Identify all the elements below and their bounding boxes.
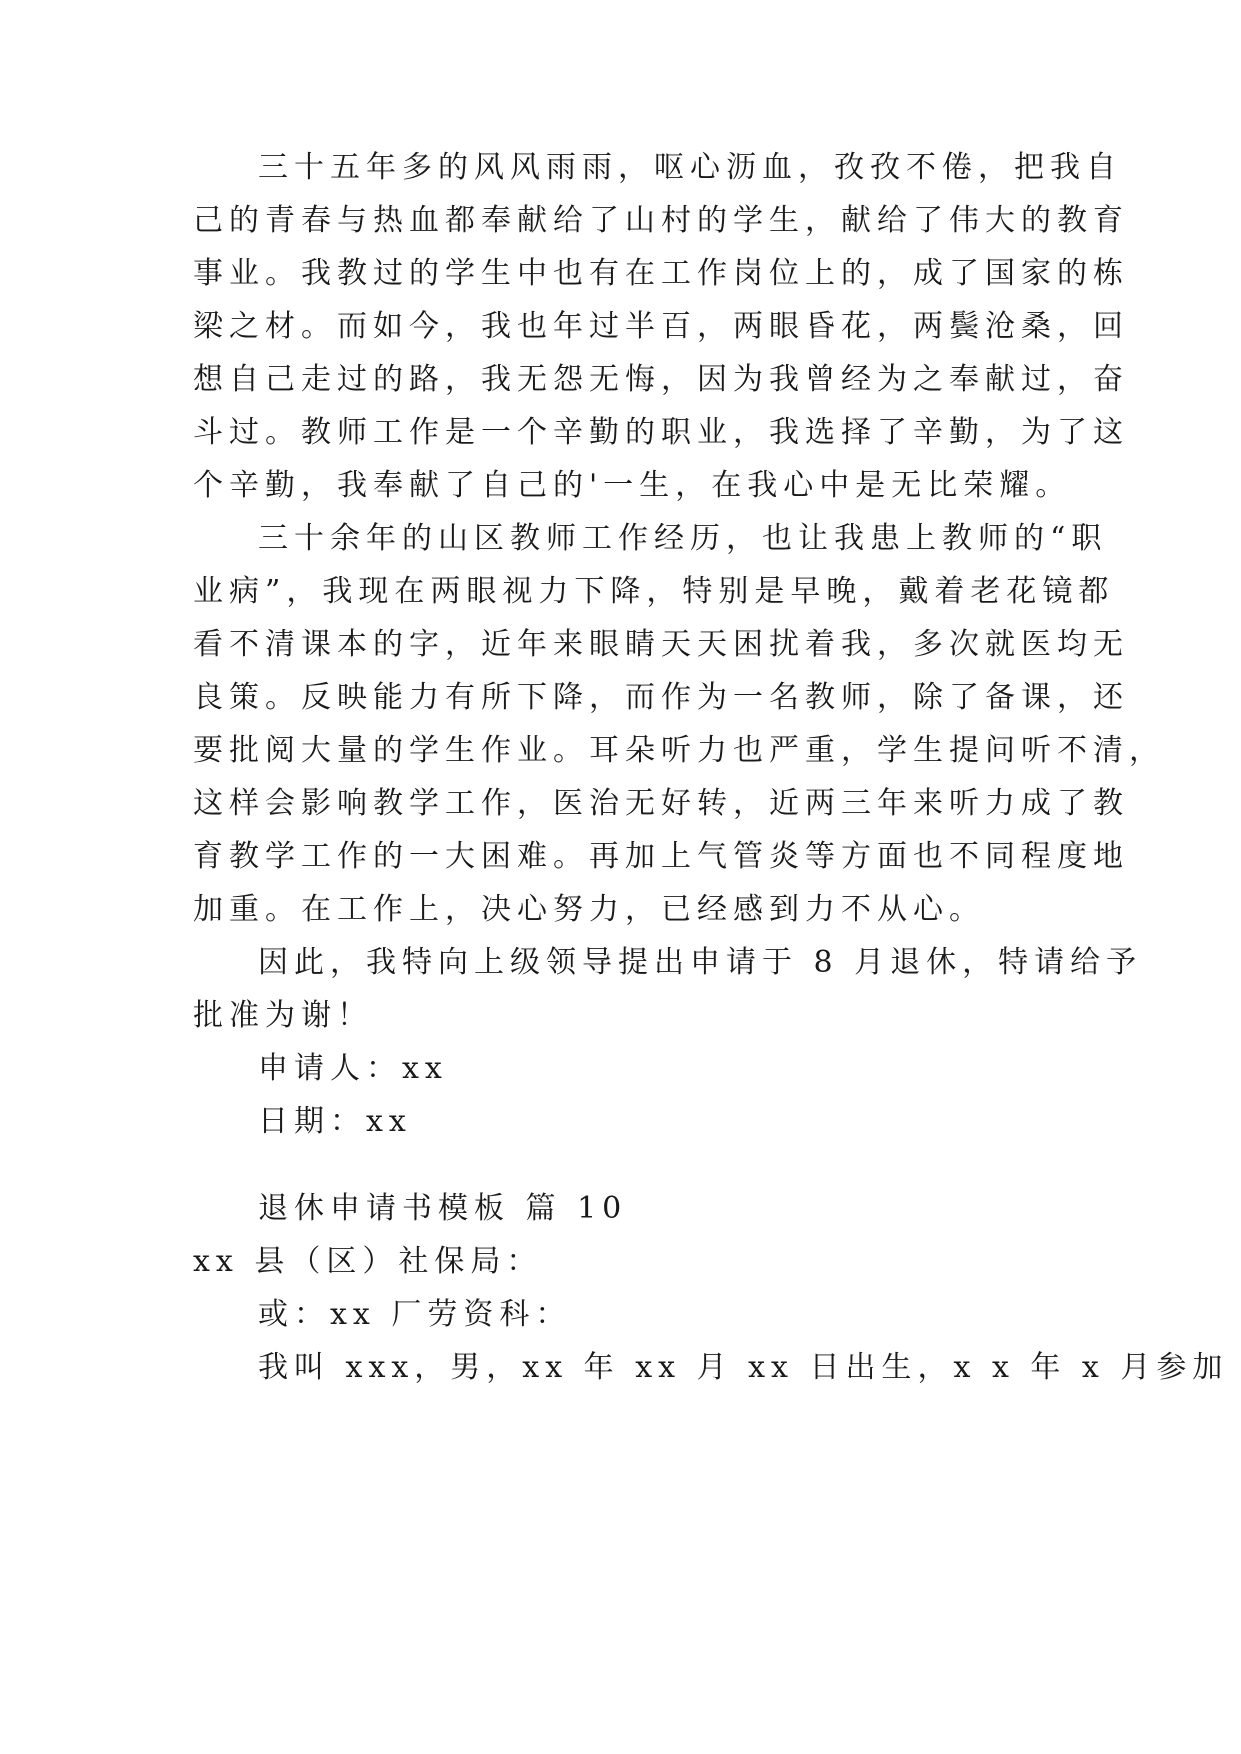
addressee-line: xx 县（区）社保局： <box>193 1244 543 1279</box>
para3-line-2: 批准为谢！ <box>193 998 373 1033</box>
alt-addressee-line: 或：xx 厂劳资科： <box>258 1297 572 1332</box>
para2-line-7: 育教学工作的一大困难。再加上气管炎等方面也不同程度地 <box>193 839 1129 874</box>
para1-line-6: 斗过。教师工作是一个辛勤的职业，我选择了辛勤，为了这 <box>193 415 1129 450</box>
date-line: 日期：xx <box>258 1104 412 1139</box>
para2-line-8: 加重。在工作上，决心努力，已经感到力不从心。 <box>193 892 985 927</box>
para1-line-4: 梁之材。而如今，我也年过半百，两眼昏花，两鬓沧桑，回 <box>193 309 1129 344</box>
para2-line-6: 这样会影响教学工作，医治无好转，近两三年来听力成了教 <box>193 786 1129 821</box>
applicant-line: 申请人：xx <box>258 1051 448 1086</box>
para4-line-1: 我叫 xxx，男，xx 年 xx 月 xx 日出生，x x 年 x 月参加 <box>258 1350 1229 1385</box>
para2-line-4: 良策。反映能力有所下降，而作为一名教师，除了备课，还 <box>193 680 1129 715</box>
section-title: 退休申请书模板 篇 10 <box>258 1191 628 1226</box>
para2-line-5: 要批阅大量的学生作业。耳朵听力也严重，学生提问听不清， <box>193 733 1165 768</box>
para1-line-5: 想自己走过的路，我无怨无悔，因为我曾经为之奉献过，奋 <box>193 362 1129 397</box>
para2-line-3: 看不清课本的字，近年来眼睛天天困扰着我，多次就医均无 <box>193 627 1129 662</box>
para2-line-2: 业病”，我现在两眼视力下降，特别是早晚，戴着老花镜都 <box>193 574 1115 609</box>
para1-line-2: 己的青春与热血都奉献给了山村的学生，献给了伟大的教育 <box>193 203 1129 238</box>
para1-line-7: 个辛勤，我奉献了自己的'一生，在我心中是无比荣耀。 <box>193 468 1072 503</box>
para1-line-1: 三十五年多的风风雨雨，呕心沥血，孜孜不倦，把我自 <box>258 150 1122 185</box>
para3-line-1: 因此，我特向上级领导提出申请于 8 月退休，特请给予 <box>258 945 1143 980</box>
para1-line-3: 事业。我教过的学生中也有在工作岗位上的，成了国家的栋 <box>193 256 1129 291</box>
para2-line-1: 三十余年的山区教师工作经历，也让我患上教师的“职 <box>258 521 1108 556</box>
